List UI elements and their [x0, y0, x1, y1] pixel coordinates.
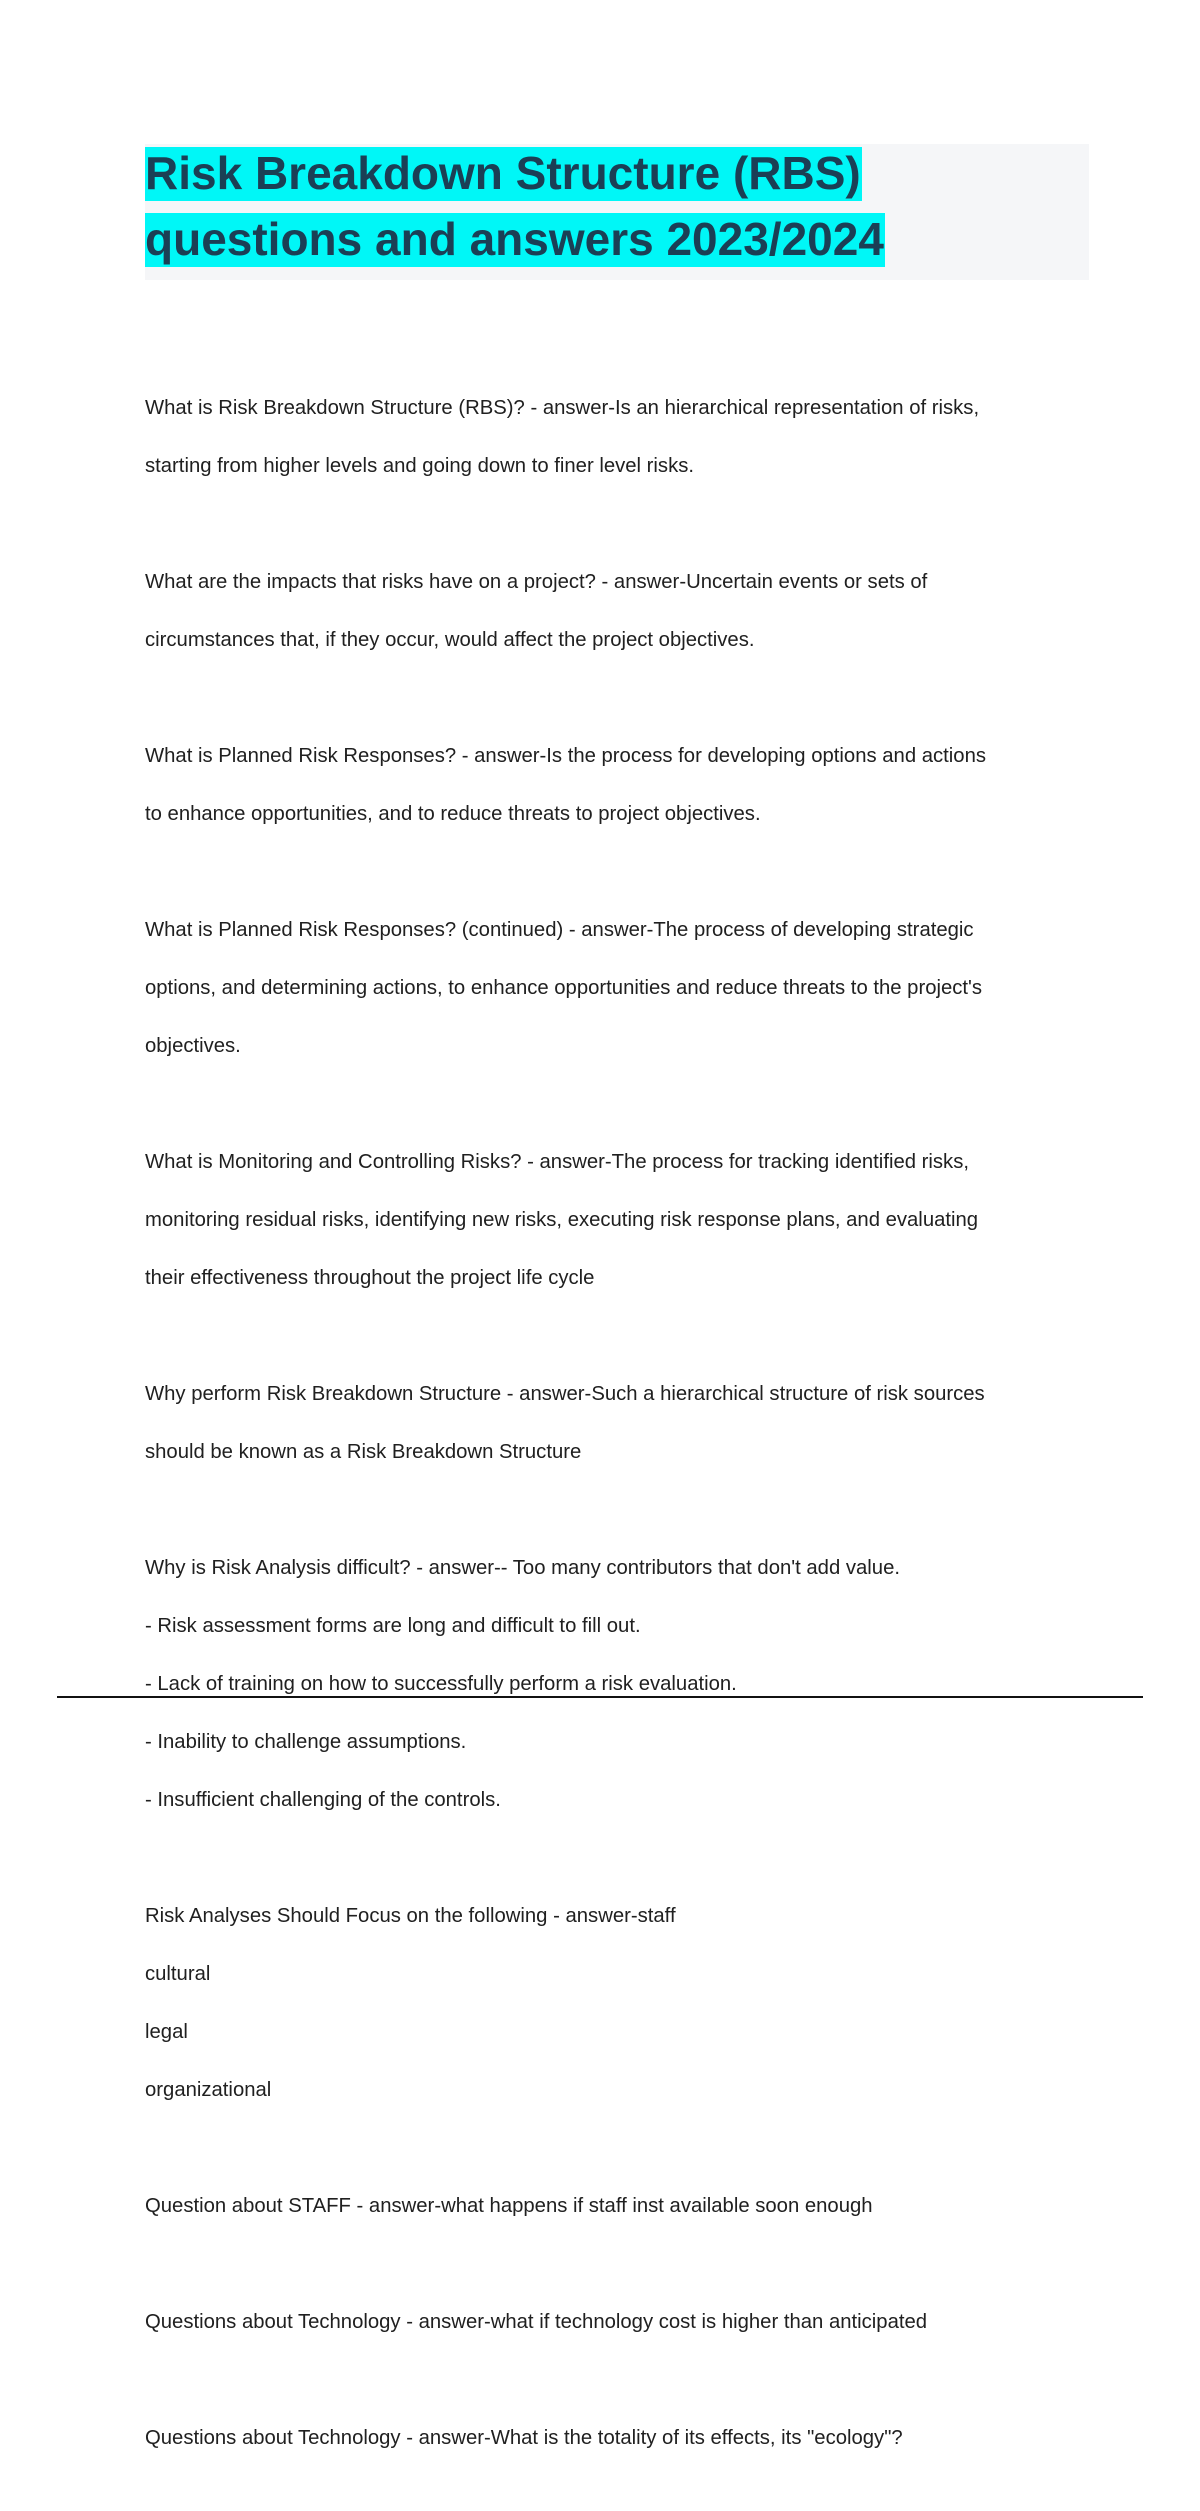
qa-line: What is Planned Risk Responses? (continued) - answer-The process of developing strategic: [145, 919, 974, 941]
qa-line: What is Risk Breakdown Structure (RBS)? - answer-Is an hierarchical representation of risks,: [145, 397, 980, 419]
qa-line: monitoring residual risks, identifying new risks, executing risk response plans, and evaluating: [145, 1209, 979, 1231]
qa-entry: [145, 887, 1075, 1090]
qa-entry: [145, 1351, 1075, 1496]
page-title-line-1: [145, 146, 862, 200]
title-block: [145, 144, 1089, 280]
qa-line: circumstances that, if they occur, would affect the project objectives.: [145, 629, 755, 651]
qa-entry: [145, 539, 1075, 684]
qa-line: to enhance opportunities, and to reduce threats to project objectives.: [145, 803, 761, 825]
qa-entry: [145, 2279, 1075, 2366]
qa-entry: [145, 2395, 1075, 2482]
title-highlight: Risk Breakdown Structure (RBS): [145, 147, 861, 199]
qa-line: Questions about Technology - answer-what if technology cost is higher than anticipated: [145, 2311, 928, 2333]
qa-line: cultural: [145, 1963, 211, 1985]
qa-entry: [145, 713, 1075, 858]
qa-line: Why perform Risk Breakdown Structure - answer-Such a hierarchical structure of risk sources: [145, 1383, 985, 1405]
qa-line: - Lack of training on how to successfully perform a risk evaluation.: [145, 1673, 737, 1695]
qa-line: Question about STAFF - answer-what happens if staff inst available soon enough: [145, 2195, 873, 2217]
qa-line: their effectiveness throughout the project life cycle: [145, 1267, 595, 1289]
qa-entry: [145, 1119, 1075, 1322]
qa-line: - Inability to challenge assumptions.: [145, 1731, 467, 1753]
qa-entry: [145, 2163, 1075, 2250]
qa-line: What are the impacts that risks have on a project? - answer-Uncertain events or sets of: [145, 571, 928, 593]
qa-list: [145, 365, 1075, 2511]
page-divider: [57, 1696, 1143, 1698]
qa-line: legal: [145, 2021, 188, 2043]
title-highlight: questions and answers 2023/2024: [145, 213, 884, 265]
qa-line: What is Monitoring and Controlling Risks? - answer-The process for tracking identified risks,: [145, 1151, 969, 1173]
qa-line: Why is Risk Analysis difficult? - answer-- Too many contributors that don't add value.: [145, 1557, 900, 1579]
qa-line: Questions about Technology - answer-What is the totality of its effects, its "ecology"?: [145, 2427, 903, 2449]
qa-line: What is Planned Risk Responses? - answer-Is the process for developing options and actions: [145, 745, 986, 767]
qa-entry: [145, 1873, 1075, 2134]
qa-line: Risk Analyses Should Focus on the following - answer-staff: [145, 1905, 676, 1927]
qa-line: - Risk assessment forms are long and difficult to fill out.: [145, 1615, 641, 1637]
qa-line: should be known as a Risk Breakdown Structure: [145, 1441, 582, 1463]
qa-line: starting from higher levels and going down to finer level risks.: [145, 455, 694, 477]
qa-line: options, and determining actions, to enhance opportunities and reduce threats to the project's: [145, 977, 983, 999]
qa-line: - Insufficient challenging of the controls.: [145, 1789, 501, 1811]
qa-line: objectives.: [145, 1035, 241, 1057]
qa-entry: [145, 365, 1075, 510]
page-title-line-2: [145, 212, 885, 266]
qa-entry: [145, 1525, 1075, 1844]
qa-line: organizational: [145, 2079, 272, 2101]
